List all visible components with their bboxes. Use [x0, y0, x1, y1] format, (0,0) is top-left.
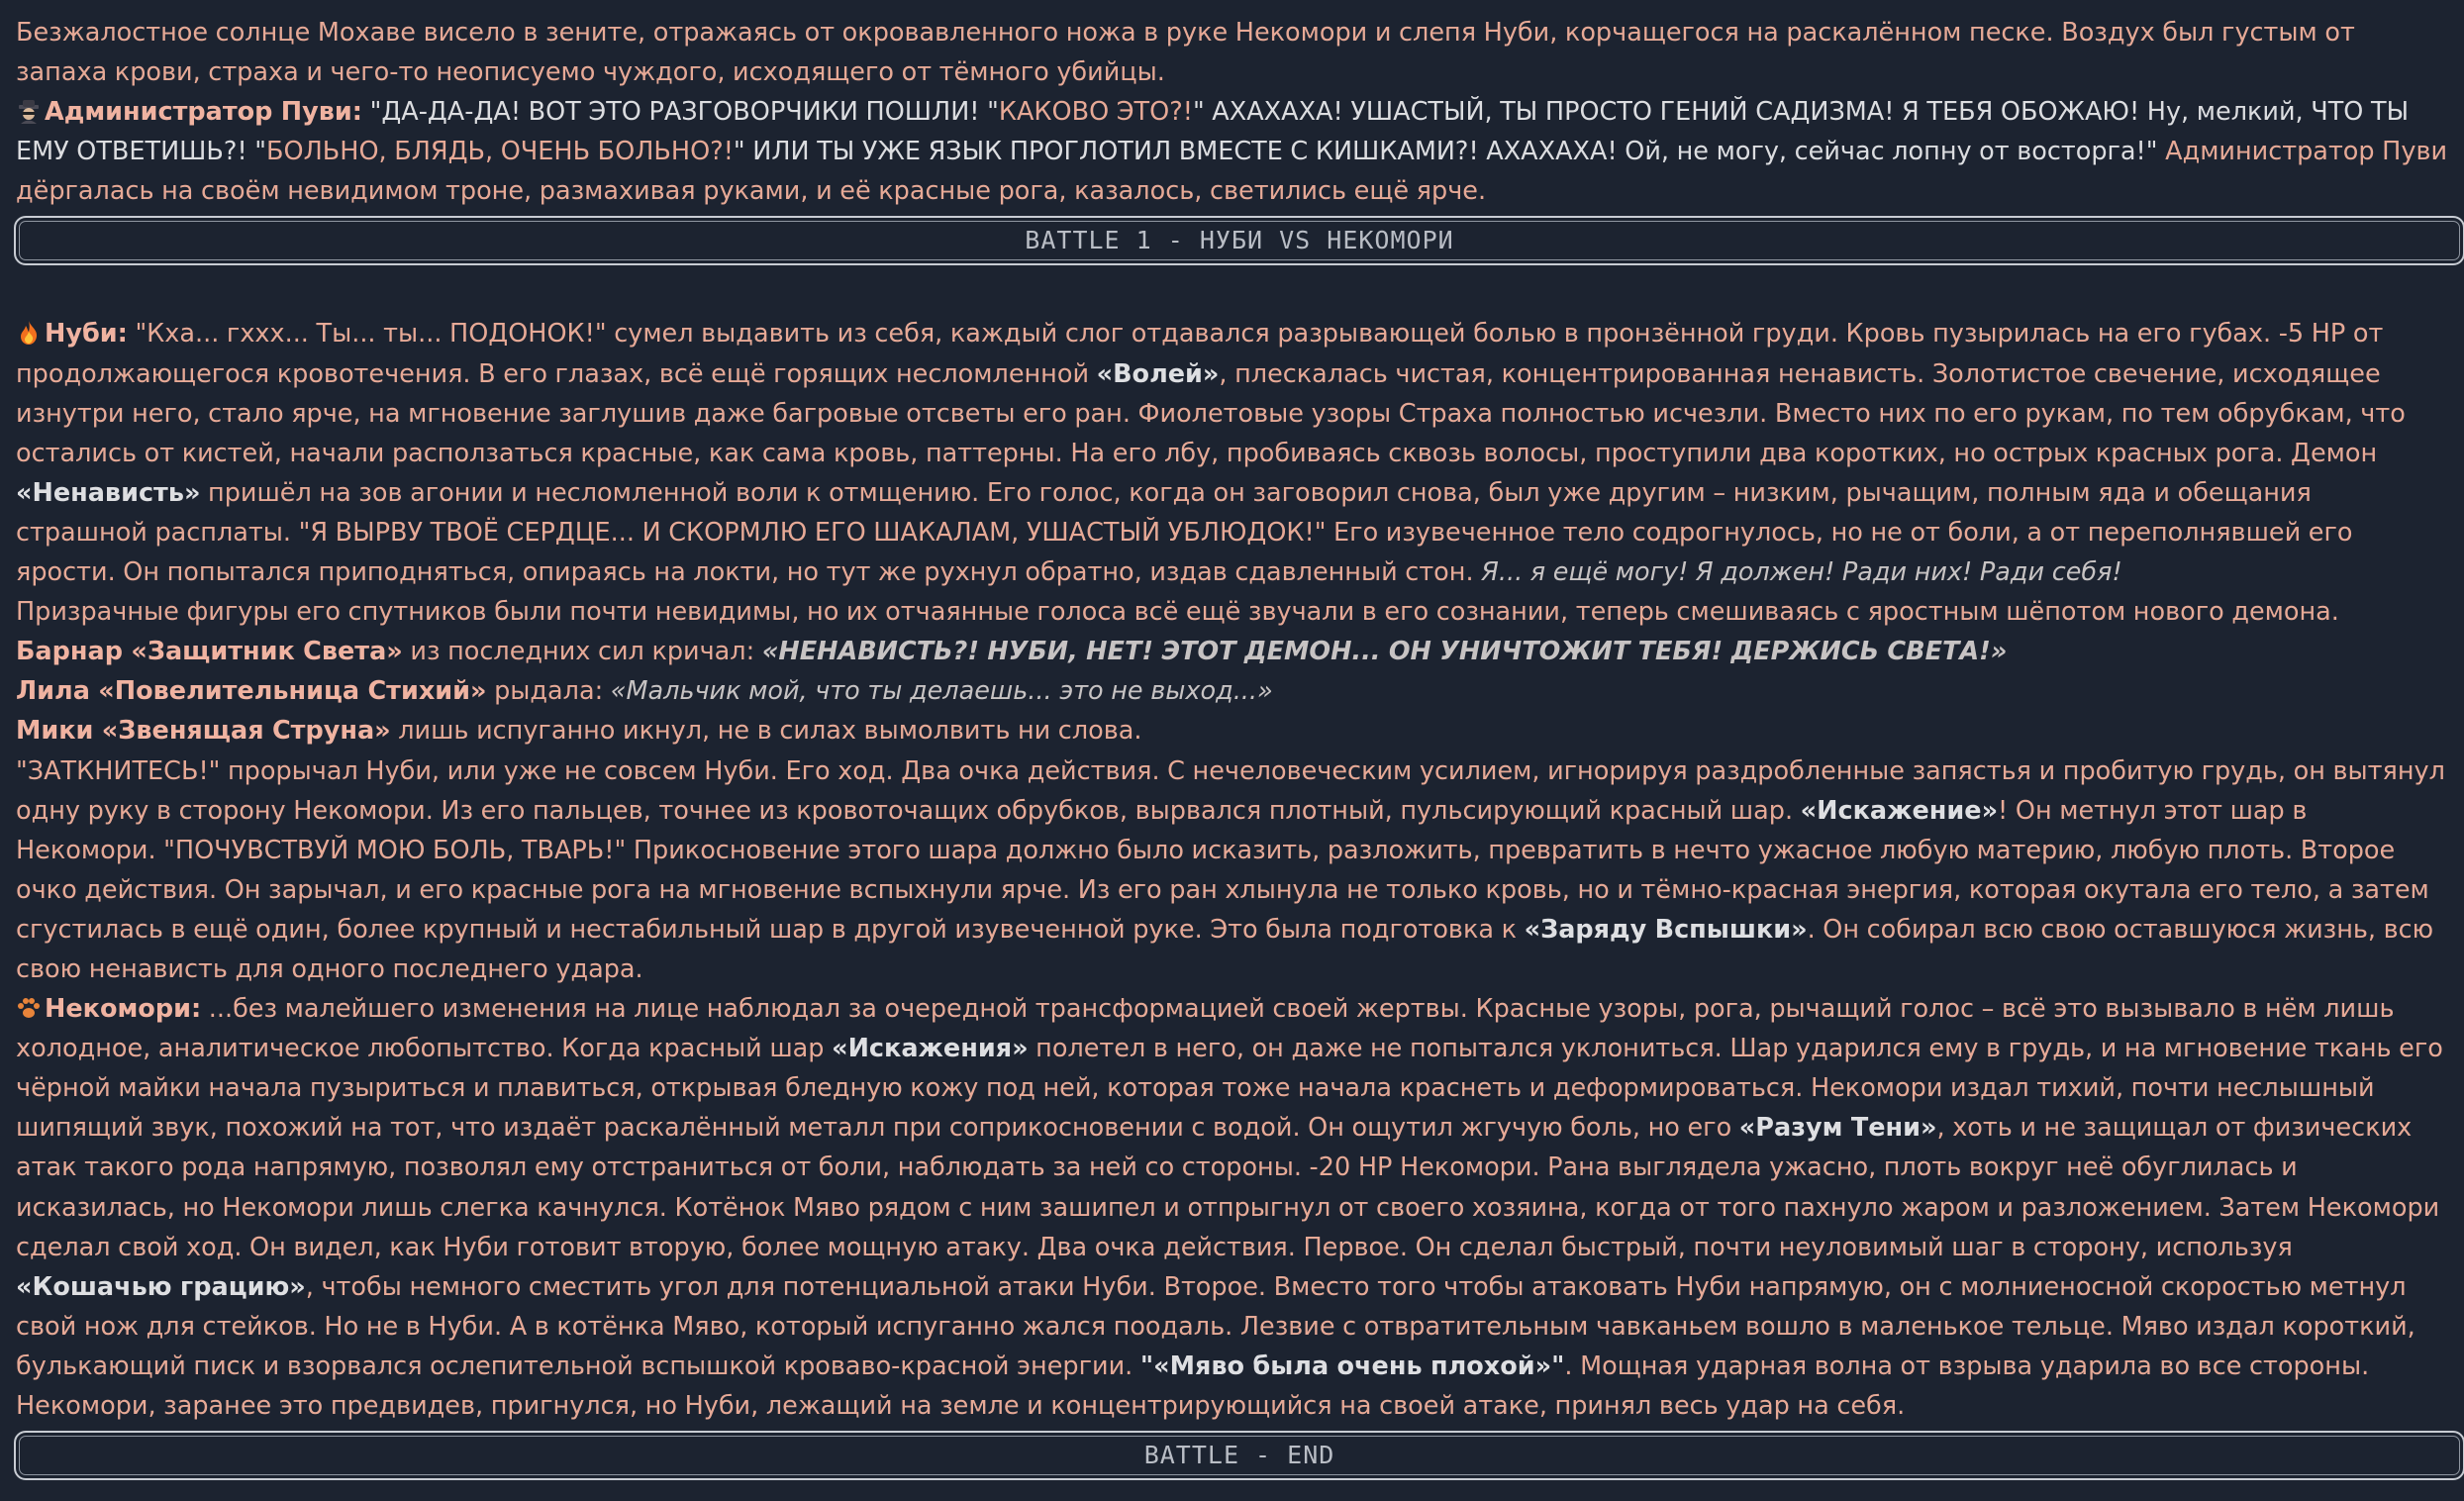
- nekomori-name: Некомори:: [45, 994, 202, 1025]
- barnar-text: из последних сил кричал:: [402, 637, 762, 667]
- nubi-text-2: , плескалась чистая, концентрированная ненависть. Золотистое свечение, исходящее изнутри него, стало ярче, на мгновение заглушив даже багровые отсветы его ран. Фиолетовые узоры Страха полностью исчезли. Вместо них по его рукам, по тем обрубкам, что остались от кистей, начали расползаться красные, как сама кровь, паттерны. На его лбу, пробиваясь сквозь волосы, проступили два коротких, но острых красных рога. Демон: [16, 358, 2406, 468]
- spy-icon: [16, 98, 42, 124]
- miki-name: Мики «Звенящая Струна»: [16, 716, 391, 747]
- nekomori-bold-3: «Кошачью грацию»: [16, 1271, 306, 1302]
- spacer: [16, 270, 2448, 314]
- nekomori-bold-4: "«Мяво была очень плохой»": [1139, 1351, 1565, 1381]
- battle-end-banner: [14, 1431, 2464, 1480]
- shut-paragraph: [16, 751, 2448, 990]
- nubi-name: Нуби:: [45, 319, 128, 350]
- nekomori-text-3: , хоть и не защищал от физических атак такого рода напрямую, позволял ему отстраниться от боли, наблюдать за ней со стороны. -20 HP Некомори. Рана выглядела ужасно, плоть вокруг неё обуглилась и исказилась, но Некомори лишь слегка качнулся. Котёнок Мяво рядом с ним зашипел и отпрыгнул от своего хозяина, когда от того пахнуло жаром и разложением. Затем Некомори сделал свой ход. Он видел, как Нуби готовит вторую, более мощную атаку. Два очка действия. Первое. Он сделал быстрый, почти неуловимый шаг в сторону, используя: [16, 1113, 2440, 1262]
- intro-paragraph: [16, 13, 2448, 92]
- battle-end-label: BATTLE - END: [1143, 1441, 1335, 1470]
- nekomori-text-5: . Мощная ударная волна от взрыва ударила во все стороны. Некомори, заранее это предвидев, пригнулся, но Нуби, лежащий на земле и концентрирующийся на своей атаке, принял весь удар на себя.: [16, 1351, 2370, 1421]
- shut-bold-2: «Заряду Вспышки»: [1524, 914, 1808, 945]
- lila-line: [16, 671, 2448, 711]
- fire-icon: [16, 320, 42, 346]
- barnar-name: Барнар «Защитник Света»: [16, 637, 403, 667]
- nubi-bold-1: «Волей»: [1096, 358, 1220, 389]
- admin-quote-5: " ИЛИ ТЫ УЖЕ ЯЗЫК ПРОГЛОТИЛ ВМЕСТЕ С КИШКАМИ?! АХАХАХА! Ой, не могу, сейчас лопну от восторга!": [733, 137, 2158, 167]
- nekomori-text-2: полетел в него, он даже не попытался уклониться. Шар ударился ему в грудь, и на мгновение ткань его чёрной майки начала пузыриться и плавиться, открывая бледную кожу под ней, которая тоже начала краснеть и деформироваться. Некомори издал тихий, почти неслышный шипящий звук, похожий на тот, что издаёт раскалённый металл при соприкосновении с водой. Он ощутил жгучую боль, но его: [16, 1034, 2443, 1144]
- lila-name: Лила «Повелительница Стихий»: [16, 676, 487, 707]
- nubi-text-3: пришёл на зов агонии и несломленной воли к отмщению. Его голос, когда он заговорил снова, был уже другим – низким, рычащим, полным яда и обещания страшной расплаты. "Я ВЫРВУ ТВОЁ СЕРДЦЕ... И СКОРМЛЮ ЕГО ШАКАЛАМ, УШАСТЫЙ УБЛЮДОК!" Его изувеченное тело содрогнулось, но не от боли, а от переполнявшей его ярости. Он попытался приподняться, опираясь на локти, но тут же рухнул обратно, издав сдавленный стон.: [16, 477, 2353, 588]
- shut-bold-1: «Искажение»: [1800, 795, 1999, 826]
- miki-line: [16, 711, 2448, 750]
- spirits-text: Призрачные фигуры его спутников были почти невидимы, но их отчаянные голоса всё ещё звучали в его сознании, теперь смешиваясь с яростным шёпотом нового демона.: [16, 597, 2339, 628]
- spirits-paragraph: [16, 592, 2448, 632]
- nubi-bold-2: «Ненависть»: [16, 477, 201, 508]
- intro-text: Безжалостное солнце Мохаве висело в зените, отражаясь от окровавленного ножа в руке Некомори и слепя Нуби, корчащегося на раскалённом песке. Воздух был густым от запаха крови, страха и чего-то неописуемо чуждого, исходящего от тёмного убийцы.: [16, 18, 2355, 88]
- lila-quote: «Мальчик мой, что ты делаешь... это не выход...»: [610, 676, 1273, 707]
- miki-text: лишь испуганно икнул, не в силах вымолвить ни слова.: [390, 716, 1142, 747]
- battle-start-banner: [14, 216, 2464, 265]
- nubi-message: [16, 314, 2448, 592]
- nekomori-message: [16, 989, 2448, 1426]
- nubi-text-1: "Кха... гххх... Ты... ты... ПОДОНОК!" сумел выдавить из себя, каждый слог отдавался разрывающей болью в пронзённой груди. Кровь пузырилась на его губах. -5 HP от продолжающегося кровотечения. В его глазах, всё ещё горящих несломленной: [16, 319, 2384, 389]
- nekomori-bold-2: «Разум Тени»: [1738, 1113, 1937, 1144]
- nekomori-text-4: , чтобы немного сместить угол для потенциальной атаки Нуби. Второе. Вместо того чтобы атаковать Нуби напрямую, он с молниеносной скоростью метнул свой нож для стейков. Но не в Нуби. А в котёнка Мяво, который испуганно жался поодаль. Лезвие с отвратительным чавканьем вошло в маленькое тельце. Мяво издал короткий, булькающий писк и взорвался ослепительной вспышкой кроваво-красной энергии.: [16, 1271, 2415, 1381]
- admin-quote-2: КАКОВО ЭТО?!: [998, 97, 1193, 128]
- admin-quote-4: БОЛЬНО, БЛЯДЬ, ОЧЕНЬ БОЛЬНО?!: [266, 137, 734, 167]
- admin-quote-3: " АХАХАХА! УШАСТЫЙ, ТЫ ПРОСТО ГЕНИЙ САДИЗМА! Я ТЕБЯ ОБОЖАЮ! Ну, мелкий, ЧТО ТЫ ЕМУ ОТВЕТИШЬ?! ": [16, 97, 2410, 167]
- barnar-line: [16, 632, 2448, 671]
- paw-icon: [16, 995, 42, 1021]
- shut-text-1: "ЗАТКНИТЕСЬ!" прорычал Нуби, или уже не совсем Нуби. Его ход. Два очка действия. С нечеловеческим усилием, игнорируя раздробленные запястья и пробитую грудь, он вытянул одну руку в сторону Некомори. Из его пальцев, точнее из кровоточащих обрубков, вырвался плотный, пульсирующий красный шар.: [16, 755, 2445, 826]
- admin-name: Администратор Пуви:: [45, 97, 362, 128]
- battle-start-label: BATTLE 1 - НУБИ VS НЕКОМОРИ: [1025, 226, 1454, 255]
- nekomori-bold-1: «Искажения»: [832, 1034, 1029, 1064]
- admin-quote-1: "ДА-ДА-ДА! ВОТ ЭТО РАЗГОВОРЧИКИ ПОШЛИ! ": [369, 97, 999, 128]
- admin-message: [16, 92, 2448, 211]
- nekomori-text-1: ...без малейшего изменения на лице наблюдал за очередной трансформацией своей жертвы. Красные узоры, рога, рычащий голос – всё это вызывало в нём лишь холодное, аналитическое любопытство. Когда красный шар: [16, 994, 2395, 1064]
- admin-after: Администратор Пуви дёргалась на своём невидимом троне, размахивая руками, и её красные рога, казалось, светились ещё ярче.: [16, 137, 2448, 207]
- shut-text-2: ! Он метнул этот шар в Некомори. "ПОЧУВСТВУЙ МОЮ БОЛЬ, ТВАРЬ!" Прикосновение этого шара должно было исказить, разложить, превратить в нечто ужасное любую материю, любую плоть. Второе очко действия. Он зарычал, и его красные рога на мгновение вспыхнули ярче. Из его ран хлынула не только кровь, но и тёмно-красная энергия, которая окутала его тело, а затем сгустилась в ещё один, более крупный и нестабильный шар в другой изувеченной руке. Это была подготовка к: [16, 795, 2429, 945]
- nubi-italic-1: Я... я ещё могу! Я должен! Ради них! Ради себя!: [1481, 557, 2122, 588]
- shut-text-3: . Он собирал всю свою оставшуюся жизнь, всю свою ненависть для одного последнего удара.: [16, 914, 2434, 984]
- lila-text: рыдала:: [486, 676, 611, 707]
- barnar-quote: «НЕНАВИСТЬ?! НУБИ, НЕТ! ЭТОТ ДЕМОН... ОН УНИЧТОЖИТ ТЕБЯ! ДЕРЖИСЬ СВЕТА!»: [761, 637, 2008, 667]
